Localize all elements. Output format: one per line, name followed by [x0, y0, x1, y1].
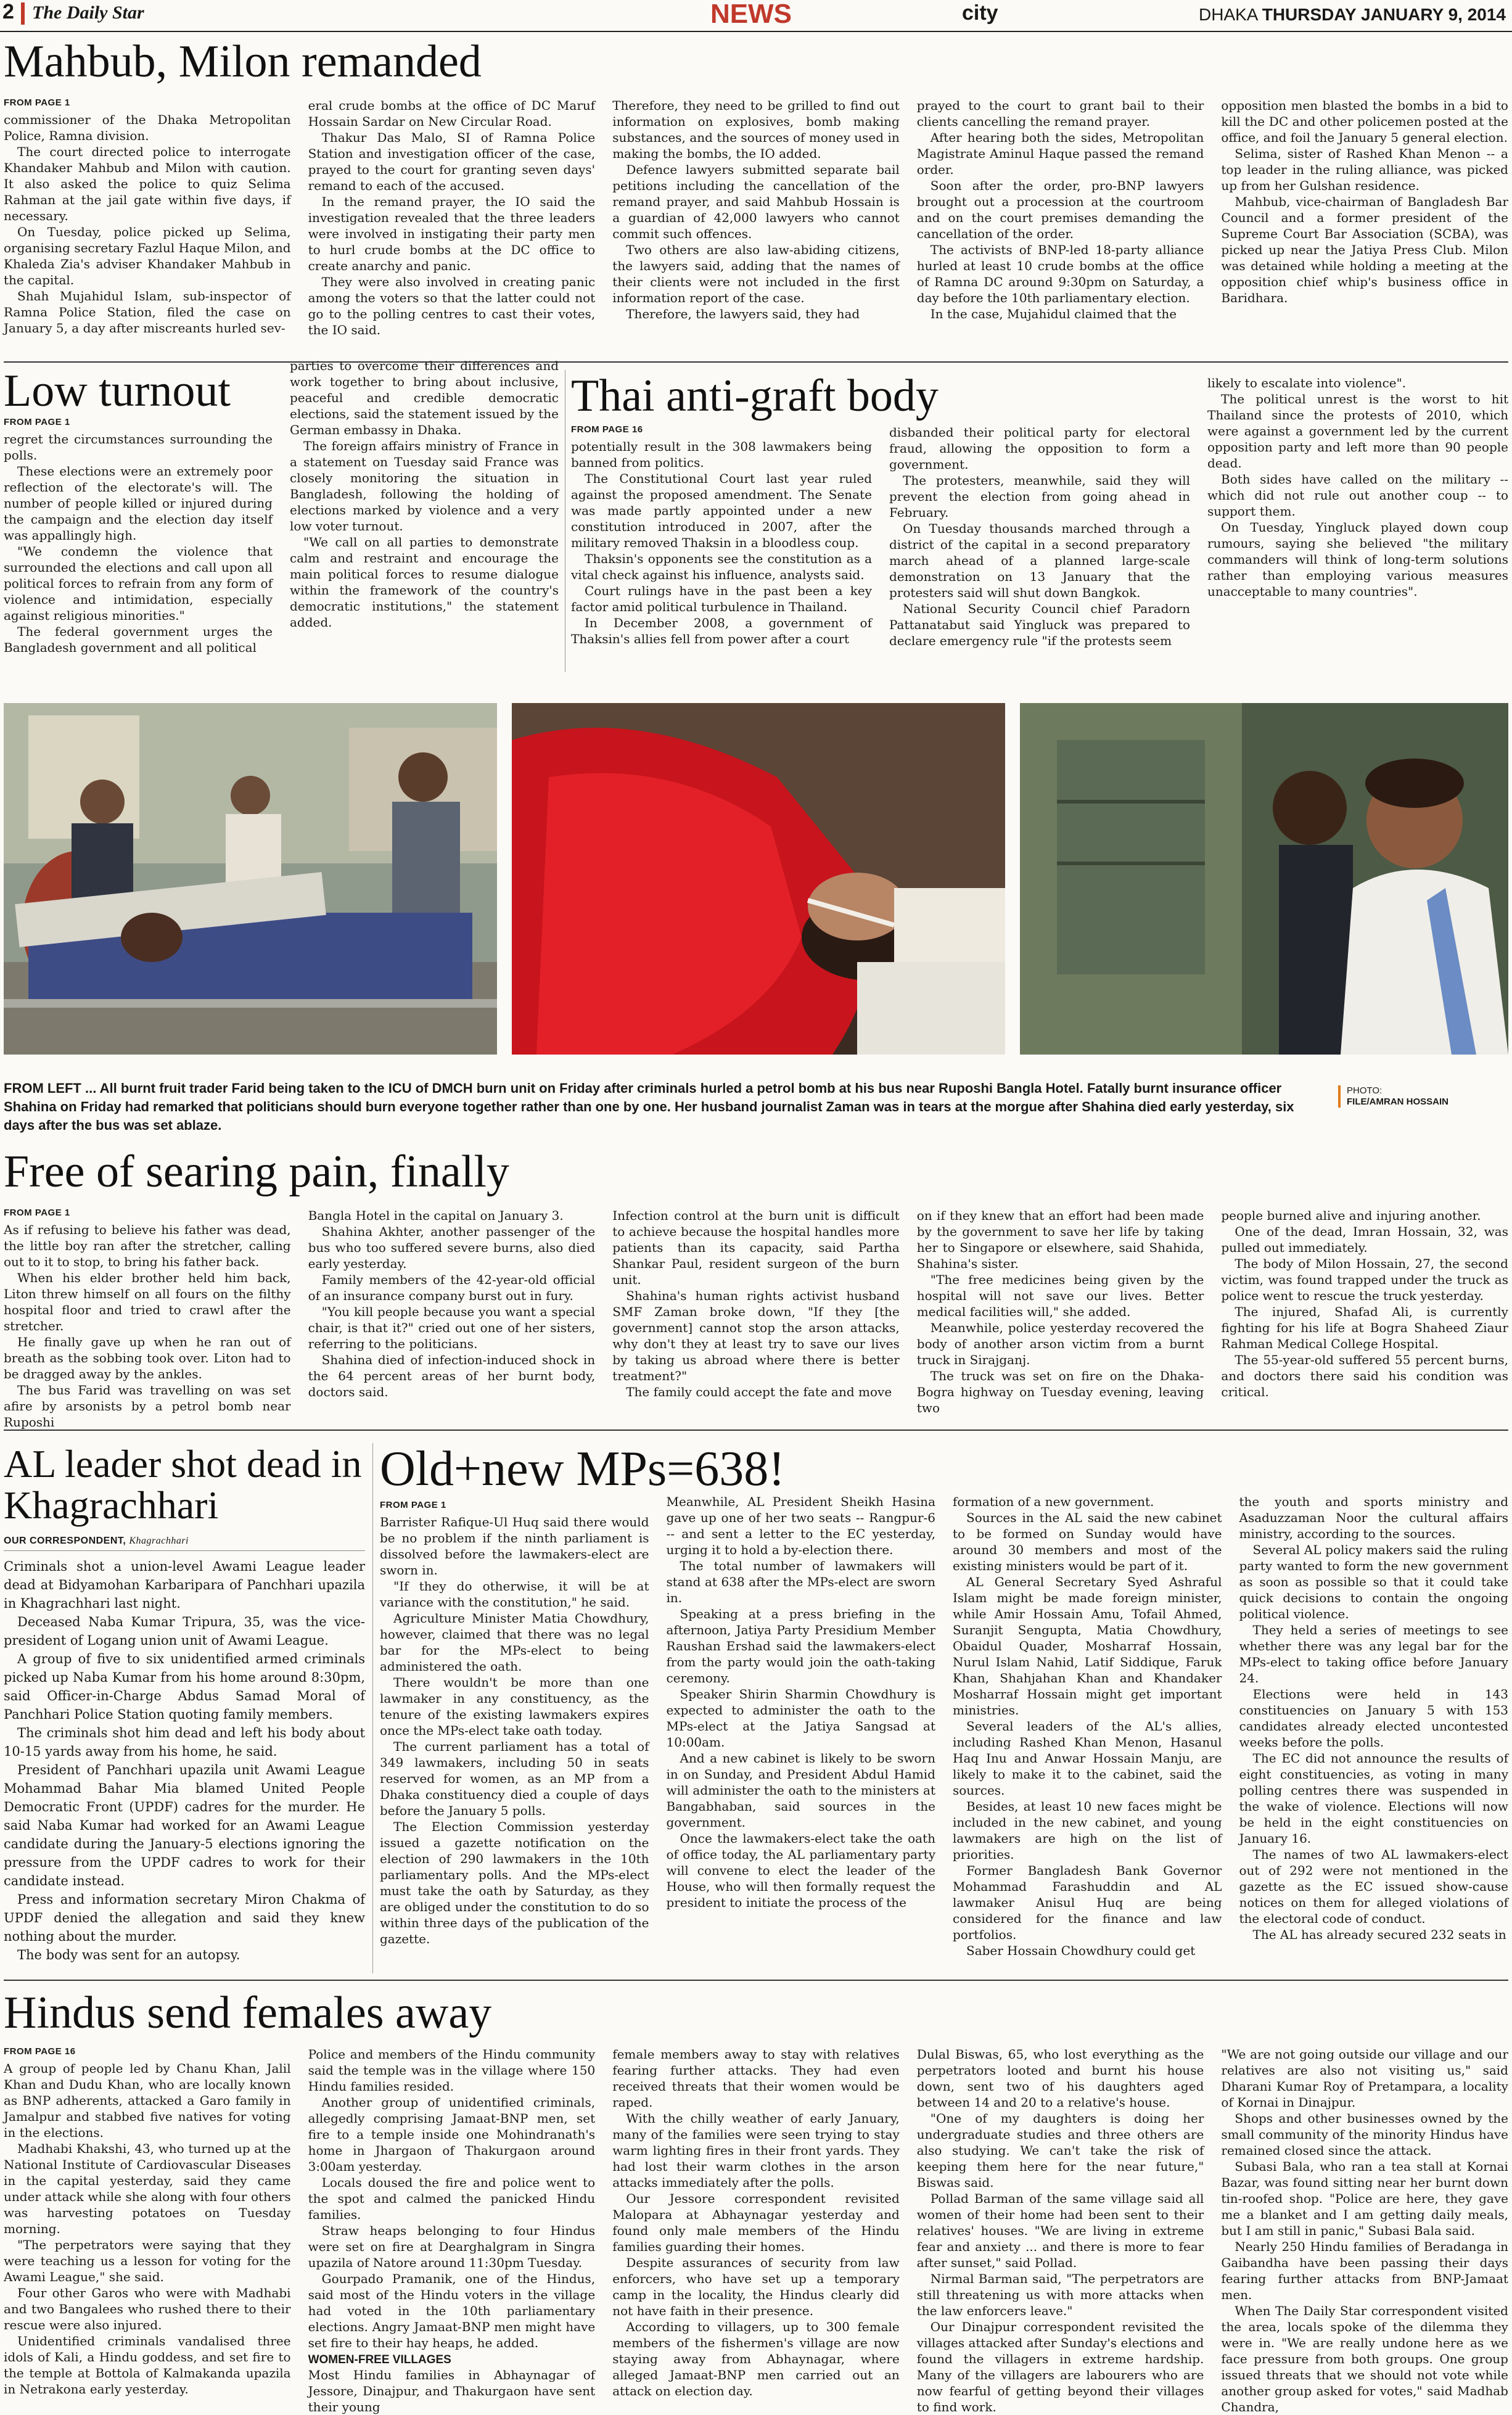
paragraph: The current parliament has a total of 349 lawmakers, including 50 in seats reserved for women, as an MP from a Dhaka constituency died a couple of days before the January 5 polls.	[380, 1739, 649, 1818]
masthead-bar	[21, 2, 25, 25]
story-hindus-send-females-away	[4, 1988, 1508, 2414]
byline-name: OUR CORRESPONDENT,	[4, 1536, 126, 1547]
paragraph: "If they do otherwise, it will be at variance with the constitution," he said.	[380, 1579, 649, 1610]
paragraph: Pollad Barman of the same village said all women of their home had been sent to their relatives' houses. "We are living in extreme fear and anxiety ... and there is more to fear after sunset," said Pollad.	[916, 2191, 1204, 2270]
paragraph: Agriculture Minister Matia Chowdhury, however, claimed that there was no legal bar for the MPs-elect to being administered the oath.	[380, 1611, 649, 1674]
paragraph: The foreign affairs ministry of France in a statement on Tuesday said France was closely monitoring the situation in Bangladesh, following the holding of elections marked by violence and a very low voter turnout.	[290, 438, 559, 533]
page-number: 2	[2, 0, 14, 23]
paragraph: The body of Milon Hossain, 27, the second victim, was found trapped under the truck as police went to rescue the truck yesterday.	[1221, 1256, 1508, 1303]
column-4	[916, 1208, 1204, 1415]
paragraph: disbanded their political party for electoral fraud, allowing the opposition to form a government.	[889, 424, 1190, 472]
headline-thai: Thai anti-graft body	[571, 371, 939, 421]
column-1	[4, 97, 291, 369]
photo-credit	[1338, 1085, 1505, 1108]
paragraph: With the chilly weather of early January, many of the families were seen trying to stay warm lighting fires in their front yards. They had lost their warm clothes in the arson attacks immediately after the polls.	[612, 2110, 900, 2190]
photo-caption: FROM LEFT ... All burnt fruit trader Farid being taken to the ICU of DMCH burn unit on Friday after criminals hurled a petrol bomb at his bus near Ruposhi Bangla Hotel. Fatally burnt insurance officer Shahina on Friday had remarked that politicians should burn everyone together rather than one by one. Her husband journalist Zaman was in tears at the morgue after Shahina died early yesterday, six days after the bus was set ablaze.	[4, 1080, 1294, 1133]
kicker: FROM PAGE 16	[4, 2046, 76, 2057]
paragraph: Saber Hossain Chowdhury could get	[966, 1943, 1196, 1958]
paragraph: The political unrest is the worst to hit Thailand since the protests of 2010, which were against a government led by the current opposition party and left more than 90 people dead.	[1207, 391, 1508, 471]
paragraph: When The Daily Star correspondent visited the area, locals spoke of the dilemma they were in. "We are really undone here as we face pressure from both groups. One group issued threats that we should not vote while another group asked for votes," said Madhab Chandra,	[1221, 2303, 1508, 2414]
paragraph: The 55-year-old suffered 55 percent burns, and doctors there said his condition was critical.	[1221, 1352, 1508, 1399]
paragraph: Thaksin's opponents see the constitution as a vital check against his influence, analysts said.	[571, 551, 872, 582]
column-1	[4, 417, 273, 664]
page-header	[0, 0, 1512, 32]
headline-low-turnout: Low turnout	[4, 366, 231, 416]
paragraph: prayed to the court to grant bail to their clients cancelling the remand prayer.	[916, 97, 1204, 129]
paragraph: According to villagers, up to 300 female members of the fishermen's village are now staying away from Abhaynagar, where alleged Jamaat-BNP men carried out an attack on election day.	[612, 2319, 900, 2398]
paragraph: President of Panchhari upazila unit Awami League Mohammad Bahar Mia blamed United People Democratic Front (UPDF) cadres for the murder. He said Naba Kumar had worked for an Awami League candidate during the January-5 elections ignoring the pressure from the UPDF cadres to work for their candidate instead.	[4, 1763, 365, 1889]
paragraph: The Constitutional Court last year ruled against the proposed amendment. The Senate was made partly appointed under a new constitution introduced in 2007, after the military removed Thaksin in a bloodless coup.	[571, 471, 872, 550]
paragraph: The names of two AL lawmakers-elect out of 292 were not mentioned in the gazette as the EC issued show-cause notices on them for alleged violations of the electoral code of conduct.	[1239, 1847, 1508, 1926]
paragraph: Nirmal Barman said, "The perpetrators are still threatening us with more attacks when the law enforcers leave."	[916, 2271, 1204, 2318]
paragraph: Sources in the AL said the new cabinet to be formed on Sunday would have around 30 members and most of the existing ministers would be part of it.	[953, 1510, 1222, 1573]
paragraph: Gourpado Pramanik, one of the Hindus, said most of the Hindu voters in the village had voted in the 10th parliamentary elections. Angry Jamaat-BNP men might have set fire to their hay heaps, he added.	[308, 2271, 596, 2350]
paragraph: Court rulings have in the past been a key factor amid political turbulence in Thailand.	[571, 583, 872, 614]
paragraph: commissioner of the Dhaka Metropolitan Police, Ramna division.	[4, 112, 291, 143]
kicker: FROM PAGE 16	[571, 424, 643, 435]
paragraph: The federal government urges the Bangladesh government and all political	[4, 623, 273, 655]
column-3	[612, 2046, 900, 2404]
column-4	[917, 97, 1204, 369]
paragraph: The AL has already secured 232 seats in	[1252, 1927, 1506, 1942]
paragraph: The truck was set on fire on the Dhaka-Bogra highway on Tuesday evening, leaving two	[916, 1368, 1204, 1415]
paragraph: eral crude bombs at the office of DC Maruf Hossain Sardar on New Circular Road.	[308, 97, 596, 129]
paragraph: In December 2008, a government of Thaksin's allies fell from power after a court	[571, 615, 872, 646]
divider	[4, 1980, 1508, 1981]
photo-credit-label: PHOTO:	[1347, 1085, 1383, 1096]
paragraph: formation of a new government.	[953, 1494, 1154, 1509]
paragraph: Deceased Naba Kumar Tripura, 35, was the vice-president of Logang union unit of Awami League.	[4, 1615, 365, 1648]
paragraph: On Tuesday, Yingluck played down coup rumours, saying she believed "the military commanders will think of long-term solutions rather than employing various measures unacceptable to many countries".	[1207, 519, 1508, 599]
column-2	[667, 1494, 936, 1969]
paragraph: Former Bangladesh Bank Governor Mohammad Farashuddin and AL lawmaker Anisul Huq are being considered for the finance and law portfolios.	[953, 1863, 1222, 1942]
paragraph: A group of people led by Chanu Khan, Jalil Khan and Dudu Khan, who are locally known as BNP adherents, attacked a Garo family in Jamalpur and stabbed five natives for voting in the elections.	[4, 2060, 291, 2140]
paragraph: When his elder brother held him back, Liton threw himself on all fours on the filthy hospital floor and tried to crawl after the stretcher.	[4, 1270, 291, 1333]
paragraph: Defence lawyers submitted separate bail petitions including the cancellation of the remand prayer, and said Mahbub Hossain is a guardian of 42,000 lawyers who cannot commit such offences.	[612, 162, 900, 241]
paragraph: The family could accept the fate and move	[626, 1384, 892, 1399]
paragraph: The protesters, meanwhile, said they will prevent the election from going ahead in February.	[889, 472, 1190, 520]
story-low-turnout	[4, 358, 559, 688]
divider	[4, 1430, 1508, 1431]
paragraph: "The free medicines being given by the hospital will not save our lives. Better medical facilities will," she added.	[916, 1272, 1204, 1319]
paragraph: Subasi Bala, who ran a tea stall at Kornai Bazar, was found sitting near her burnt down tin-roofed shop. "Police are here, they gave me a blanket and I am getting daily meals, but I am still in panic," Subasi Bala said.	[1221, 2158, 1508, 2238]
photo-burn-victim-stretcher	[4, 703, 497, 1055]
column-3	[953, 1494, 1222, 1969]
paragraph: The body was sent for an autopsy.	[17, 1948, 240, 1963]
story-thai-anti-graft	[571, 372, 1508, 681]
paragraph: A group of five to six unidentified armed criminals picked up Naba Kumar from his home around 8:30pm, said Officer-in-Charge Abdus Samad Moral of Panchhari Police Station quoting family members.	[4, 1652, 365, 1722]
paragraph: Thakur Das Malo, SI of Ramna Police Station and investigation officer of the case, prayed to the court for granting seven days' remand to each of the accused.	[308, 130, 596, 193]
paragraph: people burned alive and injuring another.	[1221, 1208, 1481, 1223]
paragraph: regret the circumstances surrounding the polls.	[4, 431, 273, 463]
paragraph: "One of my daughters is doing her undergraduate studies and three others are also studying. We can't take the risk of keeping them here for the near future," Biswas said.	[916, 2110, 1204, 2190]
column-2	[308, 1208, 596, 1411]
paragraph: Bangla Hotel in the capital on January 3.	[308, 1208, 564, 1223]
story-al-leader-shot	[4, 1443, 365, 1967]
paragraph: Elections were held in 143 constituencies on January 5 with 153 candidates already elected uncontested weeks before the polls.	[1239, 1687, 1508, 1750]
kicker: FROM PAGE 1	[4, 416, 70, 427]
kicker: FROM PAGE 1	[4, 97, 70, 108]
paragraph: the youth and sports ministry and Asaduzzaman Noor the cultural affairs ministry, according to the sources.	[1239, 1494, 1508, 1541]
paragraph: Infection control at the burn unit is difficult to achieve because the hospital handles more patients than its capacity, said Partha Shankar Paul, resident surgeon of the burn unit.	[612, 1208, 900, 1287]
divider	[4, 361, 1508, 363]
paragraph: Most Hindu families in Abhaynagar of Jessore, Dinajpur, and Thakurgaon have sent their young	[308, 2367, 596, 2414]
paragraph: Family members of the 42-year-old official of an insurance company burst out in fury.	[308, 1272, 596, 1303]
dateline	[1199, 5, 1506, 25]
paragraph: Soon after the order, pro-BNP lawyers brought out a procession at the courtroom and on the court premises demanding the cancellation of the order.	[916, 178, 1204, 241]
dateline-date: THURSDAY JANUARY 9, 2014	[1262, 5, 1506, 24]
paragraph: parties to overcome their differences and work together to bring about inclusive, peaceful and credible democratic elections, said the statement issued by the German embassy in Dhaka.	[290, 358, 559, 437]
column-2	[308, 97, 596, 369]
paragraph: Meanwhile, AL President Sheikh Hasina gave up one of her two seats -- Rangpur-6 -- and sent a letter to the EC yesterday, urging it to hold a by-election there.	[666, 1494, 935, 1557]
story-free-of-searing-pain	[4, 1146, 1508, 1430]
paragraph: "The perpetrators were saying that they were teaching us a lesson for voting for the Awami League," she said.	[4, 2237, 291, 2284]
column-5	[1221, 1208, 1508, 1411]
paragraph: "We condemn the violence that surrounded the elections and call upon all political forces to refrain from any form of violence and intimidation, especially against religious minorities."	[4, 543, 273, 623]
paragraph: Criminals shot a union-level Awami League leader dead at Bidyamohan Karbaripara of Panchhari upazila in Khagrachhari last night.	[4, 1559, 365, 1611]
paragraph: Shahina died of infection-induced shock in the 64 percent areas of her burnt body, doctors said.	[308, 1352, 596, 1399]
paragraph: opposition men blasted the bombs in a bid to kill the DC and other policemen posted at the office, and foil the January 5 general election.	[1221, 97, 1508, 145]
paragraph: On Tuesday thousands marched through a district of the capital in a second preparatory march ahead of a planned large-scale demonstration on 13 January that the protesters said will shut down Bangkok.	[889, 520, 1190, 600]
paragraph: Another group of unidentified criminals, allegedly comprising Jamaat-BNP men, set fire to a temple inside one Mohindranath's home in Jhargaon of Thakurgaon around 3:00am yesterday.	[308, 2094, 596, 2174]
masthead: The Daily Star	[32, 2, 144, 23]
paragraph: After hearing both the sides, Metropolitan Magistrate Aminul Haque passed the remand order.	[916, 130, 1204, 177]
subsection-label: city	[962, 1, 998, 25]
paragraph: Once the lawmakers-elect take the oath of office today, the AL parliamentary party will convene to elect the leader of the House, who will then formally request the president to initiate the process of the	[666, 1831, 935, 1910]
paragraph: Shah Mujahidul Islam, sub-inspector of Ramna Police Station, filed the case on January 5, a day after miscreants hurled sev-	[4, 288, 291, 335]
paragraph: Meanwhile, police yesterday recovered the body of another arson victim from a burnt truck in Sirajganj.	[916, 1320, 1204, 1367]
column-1	[4, 1207, 291, 1430]
paragraph: Mahbub, vice-chairman of Bangladesh Bar Council and a former president of the Supreme Court Bar Association (SCBA), was picked up near the Jatiya Press Club. Milon was detained while holding a meeting at the opposition chief whip's business office in Baridhara.	[1221, 194, 1508, 305]
photo-zaman-in-tears	[1020, 703, 1508, 1055]
column-2	[290, 358, 559, 664]
paragraph: Shahina's human rights activist husband SMF Zaman broke down, "If they [the government] cannot stop the arson attacks, why don't they at least try to save our lives by taking us abroad where there is better treatment?"	[612, 1288, 900, 1383]
paragraph: The Election Commission yesterday issued a gazette notification on the election of 290 lawmakers in the 10th parliamentary polls. And the MPs-elect must take the oath by Saturday, as they are obliged under the constitution to do so within three days of the publication of the gazette.	[380, 1819, 649, 1946]
paragraph: He finally gave up when he ran out of breath as the sobbing took over. Liton had to be dragged away by the ankles.	[4, 1334, 291, 1381]
paragraph: In the remand prayer, the IO said the investigation revealed that the three leaders were involved in instigating their party men to hurl crude bombs at the DC office to create anarchy and panic.	[308, 194, 596, 273]
paragraph: "You kill people because you want a special chair, is that it?" cried out one of her sisters, referring to the politicians.	[308, 1304, 596, 1351]
paragraph: There wouldn't be more than one lawmaker in any constituency, as the tenure of the existing lawmakers expires once the MPs-elect take oath today.	[380, 1675, 649, 1738]
headline-mps: Old+new MPs=638!	[380, 1442, 785, 1496]
byline-place: Khagrachhari	[129, 1536, 189, 1547]
paragraph: Shahina Akhter, another passenger of the bus who too suffered severe burns, also died early yesterday.	[308, 1224, 596, 1271]
paragraph: Our Jessore correspondent revisited Malopara at Abhaynagar yesterday and found only male members of the Hindu families guarding their homes.	[612, 2191, 900, 2254]
paragraph: The total number of lawmakers will stand at 638 after the MPs-elect are sworn in.	[666, 1558, 935, 1605]
column-3	[1207, 375, 1508, 671]
paragraph: Besides, at least 10 new faces might be included in the new cabinet, and young lawmakers are high on the list of priorities.	[953, 1799, 1222, 1862]
story-mahbub	[4, 38, 1508, 384]
column-2	[889, 424, 1190, 671]
paragraph: Straw heaps belonging to four Hindus were set on fire at Dearghalgram in Singra upazila of Natore around 11:30pm Tuesday.	[308, 2223, 596, 2270]
headline-hindus: Hindus send females away	[4, 1988, 492, 2038]
column-1	[4, 2046, 291, 2404]
byline	[4, 1536, 365, 1551]
paragraph: "We call on all parties to demonstrate calm and restraint and encourage the main political forces to resume dialogue within the framework of the country's democratic institutions," the statement added.	[290, 534, 559, 630]
column-5	[1221, 97, 1508, 369]
paragraph: female members away to stay with relatives fearing further attacks. They had even received threats that their women would be raped.	[612, 2046, 900, 2110]
paragraph: Despite assurances of security from law enforcers, who have set up a temporary camp in the locality, the Hindus clearly did not have faith in their presence.	[612, 2255, 900, 2318]
paragraph: Several leaders of the AL's allies, including Rashed Khan Menon, Hasanul Haq Inu and Anwar Hossain Manju, are likely to make it to the cabinet, said the sources.	[953, 1719, 1222, 1798]
paragraph: Nearly 250 Hindu families of Beradanga in Gaibandha have been passing their days fearing further attacks from BNP-Jamaat men.	[1221, 2239, 1508, 2302]
photo-shahina-hospital-bed	[512, 703, 1005, 1055]
paragraph: Several AL policy makers said the ruling party wanted to form the new government as soon as possible so that it could take quick decisions to contain the ongoing political violence.	[1239, 1542, 1508, 1621]
divider	[372, 1443, 373, 1973]
paragraph: Dulal Biswas, 65, who lost everything as the perpetrators looted and burnt his house down, sent two of his daughters aged between 14 and 20 to a relative's house.	[916, 2046, 1204, 2110]
photo-credit-name: FILE/AMRAN HOSSAIN	[1347, 1096, 1448, 1107]
paragraph: Shops and other businesses owned by the small community of the minority Hindus have remained closed since the attack.	[1221, 2110, 1508, 2158]
paragraph: As if refusing to believe his father was dead, the little boy ran after the stretcher, calling out to it to stop, to bring his father back.	[4, 1222, 291, 1269]
paragraph: Press and information secretary Miron Chakma of UPDF denied the allegation and said they knew nothing about the murder.	[4, 1892, 365, 1944]
headline-searing: Free of searing pain, finally	[4, 1146, 509, 1197]
paragraph: on if they knew that an effort had been made by the government to save her life by taking her to Singapore or elsewhere, said Shahida, Shahina's sister.	[916, 1208, 1204, 1271]
paragraph: One of the dead, Imran Hossain, 32, was pulled out immediately.	[1221, 1224, 1508, 1255]
column-1	[571, 424, 872, 671]
paragraph: The activists of BNP-led 18-party alliance hurled at least 10 crude bombs at the office of Ramna DC around 9:30pm on Saturday, a day before the 10th parliamentary election.	[916, 242, 1204, 305]
paragraph: Speaking at a press briefing in the afternoon, Jatiya Party Presidium Member Raushan Ershad said the lawmakers-elect from the party would join the oath-taking ceremony.	[666, 1607, 935, 1685]
paragraph: National Security Council chief Paradorn Pattanatabut said Yingluck was prepared to declare emergency rule "if the protests seem	[889, 601, 1190, 648]
dateline-city: DHAKA	[1199, 5, 1257, 24]
column-1	[380, 1500, 649, 1969]
paragraph: The injured, Shafad Ali, is currently fighting for his life at Bogra Shaheed Ziaur Rahman Medical College Hospital.	[1221, 1304, 1508, 1351]
paragraph: Speaker Shirin Sharmin Chowdhury is expected to administer the oath to the MPs-elect at the Jatiya Sangsad at 10:00am.	[666, 1687, 935, 1750]
paragraph: "We are not going outside our village and our relatives are also not visiting us," said Dharani Kumar Roy of Pretampara, a locality of Kornai in Dinajpur.	[1221, 2046, 1508, 2110]
paragraph: The EC did not announce the results of eight constituencies, as voting in many polling centres there was suspended in the wake of violence. Elections will now be held in the eight constituencies on January 16.	[1239, 1751, 1508, 1846]
paragraph: likely to escalate into violence".	[1207, 375, 1407, 390]
headline-mahbub: Mahbub, Milon remanded	[4, 36, 482, 87]
column-1	[4, 1557, 365, 1964]
paragraph: Two others are also law-abiding citizens, the lawyers said, adding that the names of their clients were not included in the first information report of the case.	[612, 242, 900, 305]
paragraph: AL General Secretary Syed Ashraful Islam might be made foreign minister, while Amir Hossain Amu, Tofail Ahmed, Suranjit Sengupta, Matia Chowdhury, Obaidul Quader, Mosharraf Hossain, Nurul Islam Nahid, Latif Siddique, Faruk Khan, Shahjahan Khan and Khandaker Mosharraf Hossain might get important ministries.	[953, 1574, 1222, 1718]
kicker: FROM PAGE 1	[380, 1500, 446, 1510]
paragraph: Barrister Rafique-Ul Huq said there would be no problem if the ninth parliament is dissolved before the lawmakers-elect are sworn in.	[380, 1515, 649, 1578]
section-label: NEWS	[710, 0, 792, 29]
column-5	[1221, 2046, 1508, 2414]
paragraph: Madhabi Khakshi, 43, who turned up at the National Institute of Cardiovascular Diseases in the capital yesterday, said they came under attack while she along with four others was harvesting potatoes on Tuesday morning.	[4, 2141, 291, 2236]
paragraph: On Tuesday, police picked up Selima, organising secretary Fazlul Haque Milon, and Khaleda Zia's adviser Khandaker Mahbub in the capital.	[4, 224, 291, 287]
column-2	[308, 2046, 596, 2414]
paragraph: The criminals shot him dead and left his body about 10-15 yards away from his home, he said.	[4, 1726, 365, 1759]
column-3	[612, 97, 900, 369]
paragraph: potentially result in the 308 lawmakers being banned from politics.	[571, 438, 872, 470]
paragraph: Therefore, the lawyers said, they had	[626, 306, 860, 321]
paragraph: Selima, sister of Rashed Khan Menon -- a top leader in the ruling alliance, was picked up from her Gulshan residence.	[1221, 146, 1508, 193]
paragraph: Police and members of the Hindu community said the temple was in the village where 150 Hindu families resided.	[308, 2046, 596, 2094]
paragraph: Unidentified criminals vandalised three idols of Kali, a Hindu goddess, and set fire to the temple at Bottola of Kalmakanda upazila in Netrakona early yesterday.	[4, 2333, 291, 2396]
subhead: WOMEN-FREE VILLAGES	[308, 2353, 451, 2366]
paragraph: Four other Garos who were with Madhabi and two Bangalees who rushed there to their rescue were also injured.	[4, 2285, 291, 2332]
paragraph: Locals doused the fire and police went to the spot and calmed the panicked Hindu families.	[308, 2174, 596, 2222]
paragraph: The bus Farid was travelling on was set afire by arsonists by a petrol bomb near Ruposhi	[4, 1382, 291, 1430]
paragraph: These elections were an extremely poor reflection of the electorate's will. The number of people killed or injured during the campaign and the election day itself was appallingly high.	[4, 463, 273, 543]
headline-al-leader: AL leader shot dead in Khagrachhari	[4, 1442, 362, 1528]
column-4	[916, 2046, 1204, 2414]
column-4	[1239, 1494, 1509, 1969]
paragraph: They were also involved in creating panic among the voters so that the latter could not go to the polling centres to cast their votes, the IO said.	[308, 274, 596, 337]
paragraph: Both sides have called on the military -- which did not rule out another coup -- to support them.	[1207, 471, 1508, 519]
paragraph: Our Dinajpur correspondent revisited the villages attacked after Sunday's elections and found the villagers in extreme hardship. Many of the villagers are labourers who are now fearful of getting beyond their villages to find work.	[916, 2319, 1204, 2414]
paragraph: The court directed police to interrogate Khandaker Mahbub and Milon with caution. It also asked the police to quiz Selima Rahman at the jail gate within five days, if necessary.	[4, 144, 291, 223]
column-3	[612, 1208, 900, 1411]
story-old-new-mps	[380, 1443, 1508, 1973]
paragraph: In the case, Mujahidul claimed that the	[930, 306, 1177, 321]
paragraph: And a new cabinet is likely to be sworn in on Sunday, and President Abdul Hamid will administer the oath to the ministers at Bangabhaban, said sources in the government.	[666, 1751, 935, 1830]
kicker: FROM PAGE 1	[4, 1207, 70, 1218]
paragraph: They held a series of meetings to see whether there was any legal bar for the MPs-elect to taking office before January 24.	[1239, 1623, 1508, 1685]
paragraph: Therefore, they need to be grilled to find out information on explosives, bomb making substances, and the sources of money used in making the bombs, the IO added.	[612, 97, 900, 161]
